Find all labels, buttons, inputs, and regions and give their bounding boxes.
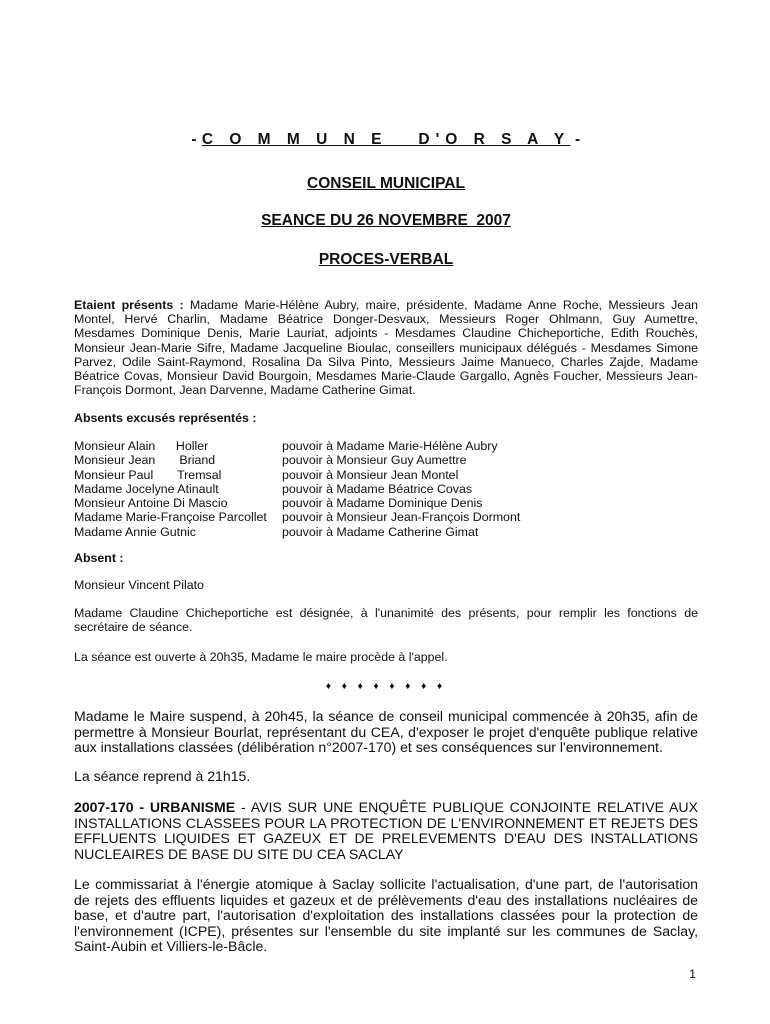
agenda-item-subject: - AVIS SUR UNE ENQUÊTE PUBLIQUE CONJOINTE RELATIVE AUX INSTALLATIONS CLASSEES POUR LA PROTECTION DE L'ENVIRONNEMENT ET REJETS DES EFFLUENTS LIQUIDES ET GAZEUX ET DE PRELEVEMENTS D'EAU DES INSTALLATIONS NUCLEAIRES DE BASE DU SITE DU CEA SACLAY bbox=[74, 799, 699, 862]
list-item bbox=[74, 482, 698, 496]
excused-proxy: pouvoir à Monsieur Guy Aumettre bbox=[282, 453, 467, 468]
absent-label: Absent : bbox=[74, 551, 124, 565]
title-dash-right: - bbox=[570, 131, 581, 148]
excused-name: Monsieur Paul Tremsal bbox=[74, 467, 222, 482]
excused-label: Absents excusés représentés : bbox=[74, 411, 257, 425]
list-item bbox=[74, 496, 698, 510]
present-text: Madame Marie-Hélène Aubry, maire, présidente, Madame Anne Roche, Messieurs Jean Montel, Hervé Charlin, Madame Béatrice Donger-Desvaux, Messieurs Roger Ohlmann, Guy Aumettre, Mesdames Dominique Denis, Marie Lauriat, adjoints - Mesdames Claudine Chicheportiche, Edith Rouchès, Monsieur Jean-Marie Sifre, Madame Jacqueline Bioulac, conseillers municipaux délégués - Mesdames Simone Parvez, Odile Saint-Raymond, Rosalina Da Silva Pinto, Messieurs Jaime Manueco, Charles Zajde, Madame Béatrice Covas, Monsieur David Bourgoin, Mesdames Marie-Claude Gargallo, Agnès Foucher, Messieurs Jean-François Dormont, Jean Darvenne, Madame Catherine Gimat. bbox=[74, 298, 698, 398]
excused-name: Monsieur Alain Holler bbox=[74, 439, 209, 453]
council-heading: CONSEIL MUNICIPAL bbox=[307, 175, 465, 192]
absent-name: Monsieur Vincent Pilato bbox=[74, 578, 204, 592]
list-item bbox=[74, 453, 698, 467]
document-page bbox=[74, 0, 698, 1024]
session-heading: SEANCE DU 26 NOVEMBRE 2007 bbox=[261, 212, 511, 229]
list-item bbox=[74, 468, 698, 482]
present-label: Etaient présents : bbox=[74, 298, 184, 312]
resume-paragraph: La séance reprend à 21h15. bbox=[74, 768, 251, 784]
page-number: 1 bbox=[689, 967, 696, 981]
excused-proxy: pouvoir à Madame Béatrice Covas bbox=[282, 481, 473, 496]
agenda-item-title bbox=[74, 800, 698, 862]
excused-proxy: pouvoir à Monsieur Jean Montel bbox=[282, 467, 459, 482]
commune-name: C O M M U N E D'O R S A Y bbox=[201, 131, 571, 148]
secretary-paragraph: Madame Claudine Chicheportiche est désignée, à l'unanimité des présents, pour remplir les fonctions de secrétaire de séance. bbox=[74, 606, 698, 635]
excused-name: Madame Annie Gutnic bbox=[74, 524, 196, 539]
excused-proxy: pouvoir à Madame Dominique Denis bbox=[282, 496, 483, 511]
separator-diamonds: ♦ ♦ ♦ ♦ ♦ ♦ ♦ ♦ bbox=[325, 681, 447, 692]
list-item bbox=[74, 525, 698, 539]
body-paragraph: Le commissariat à l'énergie atomique à Saclay sollicite l'actualisation, d'une part, de l'autorisation de rejets des effluents liquides et gazeux et de prélèvements d'eau des installations nucléaires de base, et d'autre part, l'autorisation d'exploitation des installations classées pour la protection de l'environnement (ICPE), présentes sur l'ensemble du site implanté sur les communes de Saclay, Saint-Aubin et Villiers-le-Bâcle. bbox=[74, 876, 698, 955]
minutes-heading: PROCES-VERBAL bbox=[318, 251, 454, 268]
excused-name: Monsieur Jean Briand bbox=[74, 453, 216, 468]
title-dash-left: - bbox=[191, 131, 202, 148]
excused-proxy: pouvoir à Madame Catherine Gimat bbox=[282, 524, 479, 539]
suspension-paragraph: Madame le Maire suspend, à 20h45, la séance de conseil municipal commencée à 20h35, afin de permettre à Monsieur Bourlat, représentant du CEA, d'exposer le projet d'enquête publique relative aux installations classées (délibération n°2007-170) et ses conséquences sur l'environnement. bbox=[74, 708, 698, 756]
excused-list bbox=[74, 439, 698, 539]
opening-paragraph: La séance est ouverte à 20h35, Madame le maire procède à l'appel. bbox=[74, 650, 448, 664]
list-item bbox=[74, 510, 698, 524]
excused-proxy: pouvoir à Madame Marie-Hélène Aubry bbox=[282, 439, 498, 453]
excused-name: Madame Marie-Françoise Parcollet bbox=[74, 510, 267, 525]
agenda-item-number: 2007-170 - URBANISME bbox=[74, 799, 236, 815]
present-paragraph bbox=[74, 298, 698, 397]
excused-name: Madame Jocelyne Atinault bbox=[74, 481, 219, 496]
excused-proxy: pouvoir à Monsieur Jean-François Dormont bbox=[282, 510, 521, 525]
commune-title bbox=[74, 131, 698, 149]
excused-name: Monsieur Antoine Di Mascio bbox=[74, 496, 228, 511]
list-item bbox=[74, 439, 698, 453]
